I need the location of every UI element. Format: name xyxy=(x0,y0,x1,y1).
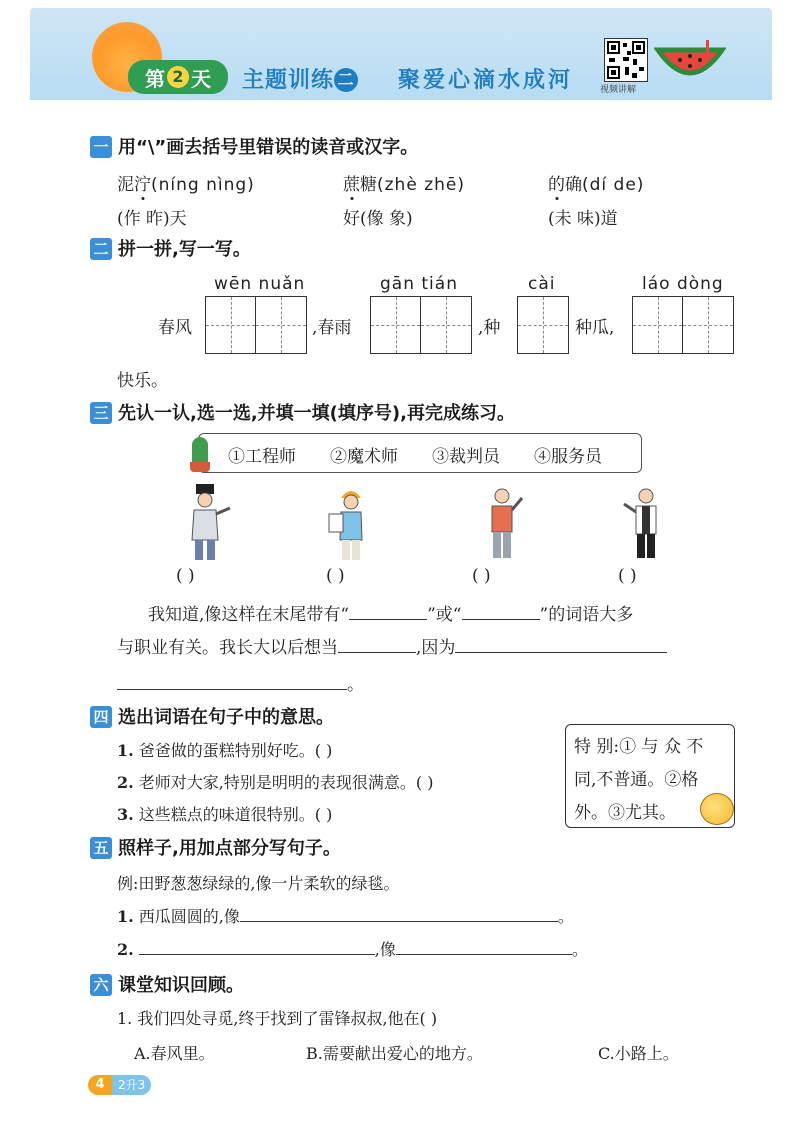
blank-suffix-1[interactable] xyxy=(349,619,427,620)
cactus-pot xyxy=(190,462,210,472)
s3-line-1: 我知道,像这样在末尾带有“ ”或“ ”的词语大多 xyxy=(148,605,634,625)
day-prefix: 第 xyxy=(145,66,165,91)
s2-text-1: 春风 xyxy=(158,318,192,338)
answer-paren-2[interactable]: ( ) xyxy=(326,566,345,586)
s6-choice-c[interactable]: C.小路上。 xyxy=(598,1044,679,1063)
referee-illustration xyxy=(478,484,534,564)
answer-paren-1[interactable]: ( ) xyxy=(176,566,195,586)
section-6-title: 课堂知识回顾。 xyxy=(118,975,244,996)
day-number: 2 xyxy=(167,66,189,88)
s6-choice-a[interactable]: A.春风里。 xyxy=(134,1044,215,1063)
blank-s5-q2a[interactable] xyxy=(139,954,375,955)
section-5-title: 照样子,用加点部分写句子。 xyxy=(118,838,341,859)
answer-paren-3[interactable]: ( ) xyxy=(472,566,491,586)
definition-line-3: 外。③尤其。 xyxy=(574,803,676,823)
s4-item-3: 3. 这些糕点的味道很特别。( ) xyxy=(117,805,333,824)
definition-line-2: 同,不普通。②格 xyxy=(574,770,699,790)
writing-grid-wennuan[interactable] xyxy=(205,296,307,354)
mascot-icon xyxy=(700,793,734,825)
s6-choice-b[interactable]: B.需要献出爱心的地方。 xyxy=(306,1044,483,1063)
section-1-number: 一 xyxy=(90,136,112,158)
writing-grid-gantian[interactable] xyxy=(370,296,472,354)
s3-line-3: 。 xyxy=(117,670,364,695)
writing-grid-cai[interactable] xyxy=(517,296,569,354)
s1-item-4: (作 昨)天 xyxy=(117,209,187,229)
s5-question-1: 1. 西瓜圆圆的,像 。 xyxy=(117,907,574,926)
pinyin-cai: cài xyxy=(528,274,556,294)
theme-prefix: 主题训练 xyxy=(242,68,335,93)
section-4-number: 四 xyxy=(90,706,112,728)
section-5-number: 五 xyxy=(90,837,112,859)
s1-item-1: 泥泞(níng nìng) xyxy=(117,175,255,195)
section-3-title: 先认一认,选一选,并填一填(填序号),再完成练习。 xyxy=(118,403,515,424)
magician-illustration xyxy=(180,484,236,564)
definition-line-1: 特 别:① 与 众 不 xyxy=(574,737,704,757)
s1-item-6: (未 味)道 xyxy=(548,209,618,229)
s2-text-4: 种瓜, xyxy=(575,318,615,338)
qr-label: 视频讲解 xyxy=(600,85,637,95)
s1-item-3: 的确(dí de) xyxy=(548,175,645,195)
s5-example: 例:田野葱葱绿绿的,像一片柔软的绿毯。 xyxy=(117,874,400,893)
day-badge xyxy=(128,60,228,94)
s1-item-5: 好(像 象) xyxy=(343,209,413,229)
s2-text-3: ,种 xyxy=(478,318,501,338)
page-number: 4 xyxy=(88,1075,112,1095)
blank-reason-1[interactable] xyxy=(455,652,667,653)
answer-paren-4[interactable]: ( ) xyxy=(618,566,637,586)
pinyin-wennuan: wēn nuǎn xyxy=(214,274,306,294)
blank-s5-q1[interactable] xyxy=(240,921,558,922)
section-6-number: 六 xyxy=(90,974,112,996)
option-3: ③裁判员 xyxy=(432,447,500,467)
option-1: ①工程师 xyxy=(228,447,296,467)
theme-title xyxy=(242,63,358,94)
pinyin-gantian: gān tián xyxy=(380,274,458,294)
day-suffix: 天 xyxy=(191,66,211,91)
theme-subtitle: 聚爱心滴水成河 xyxy=(398,68,574,93)
s3-line-2: 与职业有关。我长大以后想当 ,因为 xyxy=(117,633,667,658)
waiter-illustration xyxy=(620,484,676,564)
section-3-number: 三 xyxy=(90,402,112,424)
grade-label: 2升3 xyxy=(112,1075,151,1095)
blank-reason-2[interactable] xyxy=(117,689,347,690)
s5-question-2: 2. ,像 。 xyxy=(117,940,588,959)
s4-item-1: 1. 爸爸做的蛋糕特别好吃。( ) xyxy=(117,741,333,760)
pinyin-laodong: láo dòng xyxy=(642,274,724,294)
writing-grid-laodong[interactable] xyxy=(632,296,734,354)
section-2-title: 拼一拼,写一写。 xyxy=(118,239,251,260)
option-2: ②魔术师 xyxy=(330,447,398,467)
blank-career[interactable] xyxy=(338,652,416,653)
blank-suffix-2[interactable] xyxy=(462,619,540,620)
s4-item-2: 2. 老师对大家,特别是明明的表现很满意。( ) xyxy=(117,773,434,792)
s1-item-2: 蔗糖(zhè zhē) xyxy=(343,175,465,195)
watermelon-icon xyxy=(654,40,726,90)
section-2-number: 二 xyxy=(90,238,112,260)
s1-dotted-char: 泞 xyxy=(134,175,151,195)
section-4-title: 选出词语在句子中的意思。 xyxy=(118,707,334,728)
s2-tail: 快乐。 xyxy=(117,371,168,391)
theme-number: 二 xyxy=(334,68,358,92)
section-1-title: 用“\”画去括号里错误的读音或汉字。 xyxy=(118,137,419,158)
blank-s5-q2b[interactable] xyxy=(396,954,572,955)
qr-code-icon[interactable] xyxy=(604,38,648,82)
s6-question-1: 1. 我们四处寻觅,终于找到了雷锋叔叔,他在( ) xyxy=(117,1009,438,1028)
s2-text-2: ,春雨 xyxy=(312,318,352,338)
engineer-illustration xyxy=(327,484,383,564)
option-4: ④服务员 xyxy=(534,447,602,467)
